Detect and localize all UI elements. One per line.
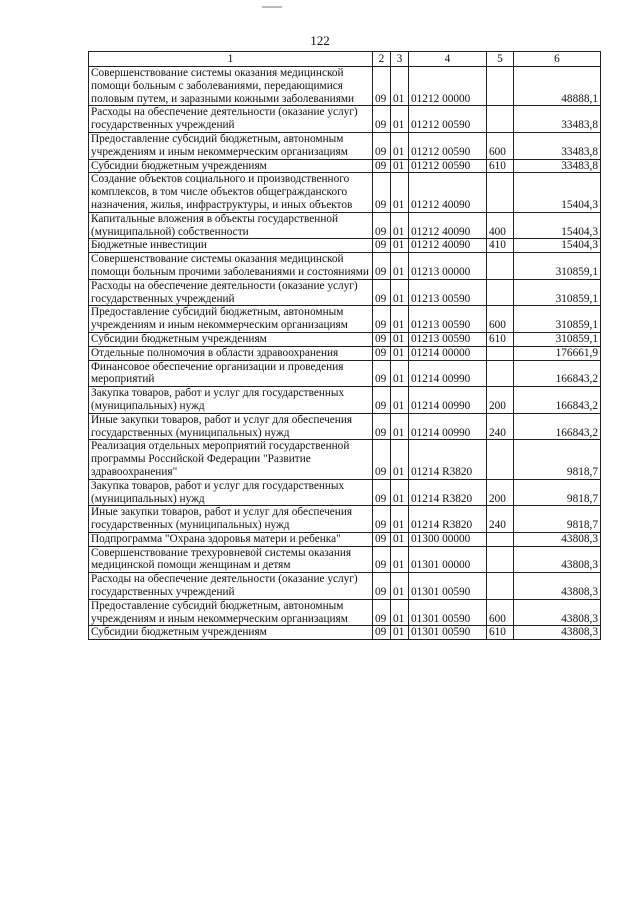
row-name-cell: Финансовое обеспечение организации и проведения мероприятий: [89, 360, 373, 387]
row-name-cell: Закупка товаров, работ и услуг для государственных (муниципальных) нужд: [89, 479, 373, 506]
table-row: [89, 479, 601, 506]
row-section-cell: 09: [373, 626, 391, 640]
row-expense-type-cell: [487, 440, 514, 479]
row-target-article-cell: 01214 R3820: [409, 479, 487, 506]
row-expense-type-cell: [487, 253, 514, 280]
row-section-cell: 09: [373, 239, 391, 253]
row-section-cell: 09: [373, 387, 391, 414]
row-amount-cell: 43808,3: [514, 532, 601, 546]
column-header: 5: [487, 52, 514, 67]
table-row: [89, 546, 601, 573]
row-name-cell: Отдельные полномочия в области здравоохранения: [89, 346, 373, 360]
table-row: [89, 332, 601, 346]
row-section-cell: 09: [373, 346, 391, 360]
table-row: [89, 599, 601, 626]
row-target-article-cell: 01212 00590: [409, 132, 487, 159]
table-row: [89, 212, 601, 239]
row-section-cell: 09: [373, 132, 391, 159]
row-section-cell: 09: [373, 253, 391, 280]
table-row: [89, 360, 601, 387]
row-subsection-cell: 01: [391, 506, 409, 533]
row-expense-type-cell: 240: [487, 413, 514, 440]
row-name-cell: Расходы на обеспечение деятельности (оказание услуг) государственных учреждений: [89, 573, 373, 600]
row-amount-cell: 310859,1: [514, 253, 601, 280]
row-target-article-cell: 01213 00000: [409, 253, 487, 280]
row-target-article-cell: 01214 00000: [409, 346, 487, 360]
row-target-article-cell: 01301 00590: [409, 599, 487, 626]
row-expense-type-cell: [487, 173, 514, 212]
row-name-cell: Предоставление субсидий бюджетным, автономным учреждениям и иным некоммерческим организациям: [89, 599, 373, 626]
row-amount-cell: 15404,3: [514, 173, 601, 212]
row-name-cell: Создание объектов социального и производственного комплексов, в том числе объектов общегражданского назначения, жилья, инфраструктуры, и иных объектов: [89, 173, 373, 212]
row-subsection-cell: 01: [391, 212, 409, 239]
row-amount-cell: 43808,3: [514, 573, 601, 600]
table-row: [89, 346, 601, 360]
row-expense-type-cell: [487, 573, 514, 600]
row-target-article-cell: 01214 R3820: [409, 440, 487, 479]
row-section-cell: 09: [373, 440, 391, 479]
row-expense-type-cell: 600: [487, 599, 514, 626]
table-row: [89, 132, 601, 159]
row-section-cell: 09: [373, 546, 391, 573]
row-subsection-cell: 01: [391, 173, 409, 212]
column-header: 3: [391, 52, 409, 67]
row-section-cell: 09: [373, 159, 391, 173]
row-name-cell: Расходы на обеспечение деятельности (оказание услуг) государственных учреждений: [89, 106, 373, 133]
row-subsection-cell: 01: [391, 279, 409, 306]
row-subsection-cell: 01: [391, 253, 409, 280]
table-row: [89, 387, 601, 414]
table-row: [89, 306, 601, 333]
budget-table: [88, 51, 601, 640]
row-name-cell: Иные закупки товаров, работ и услуг для обеспечения государственных (муниципальных) нужд: [89, 506, 373, 533]
row-expense-type-cell: 400: [487, 212, 514, 239]
row-amount-cell: 9818,7: [514, 440, 601, 479]
table-row: [89, 506, 601, 533]
row-amount-cell: 43808,3: [514, 599, 601, 626]
row-expense-type-cell: 200: [487, 387, 514, 414]
row-amount-cell: 310859,1: [514, 306, 601, 333]
table-row: [89, 413, 601, 440]
row-target-article-cell: 01213 00590: [409, 306, 487, 333]
row-target-article-cell: 01301 00000: [409, 546, 487, 573]
row-subsection-cell: 01: [391, 332, 409, 346]
row-subsection-cell: 01: [391, 479, 409, 506]
row-amount-cell: 33483,8: [514, 159, 601, 173]
table-row: [89, 106, 601, 133]
row-section-cell: 09: [373, 306, 391, 333]
row-section-cell: 09: [373, 599, 391, 626]
row-expense-type-cell: 600: [487, 306, 514, 333]
row-target-article-cell: 01214 00990: [409, 387, 487, 414]
row-expense-type-cell: 610: [487, 332, 514, 346]
page-number: 122: [310, 33, 330, 48]
table-row: [89, 253, 601, 280]
row-amount-cell: 43808,3: [514, 626, 601, 640]
row-target-article-cell: 01213 00590: [409, 332, 487, 346]
row-target-article-cell: 01212 00590: [409, 106, 487, 133]
row-subsection-cell: 01: [391, 67, 409, 106]
row-expense-type-cell: [487, 346, 514, 360]
row-expense-type-cell: 600: [487, 132, 514, 159]
table-row: [89, 573, 601, 600]
row-name-cell: Субсидии бюджетным учреждениям: [89, 332, 373, 346]
table-row: [89, 279, 601, 306]
row-amount-cell: 310859,1: [514, 332, 601, 346]
row-name-cell: Субсидии бюджетным учреждениям: [89, 159, 373, 173]
column-header: 4: [409, 52, 487, 67]
row-name-cell: Закупка товаров, работ и услуг для государственных (муниципальных) нужд: [89, 387, 373, 414]
row-section-cell: 09: [373, 573, 391, 600]
row-expense-type-cell: 610: [487, 159, 514, 173]
row-section-cell: 09: [373, 106, 391, 133]
table-row: [89, 626, 601, 640]
row-amount-cell: 43808,3: [514, 546, 601, 573]
row-name-cell: Совершенствование системы оказания медицинской помощи больным прочими заболеваниями и состояниями: [89, 253, 373, 280]
row-section-cell: 09: [373, 212, 391, 239]
row-expense-type-cell: 610: [487, 626, 514, 640]
table-body: [89, 67, 601, 640]
table-row: [89, 159, 601, 173]
row-subsection-cell: 01: [391, 132, 409, 159]
row-section-cell: 09: [373, 360, 391, 387]
row-amount-cell: 15404,3: [514, 239, 601, 253]
row-name-cell: Предоставление субсидий бюджетным, автономным учреждениям и иным некоммерческим организациям: [89, 306, 373, 333]
row-subsection-cell: 01: [391, 306, 409, 333]
row-target-article-cell: 01214 R3820: [409, 506, 487, 533]
row-section-cell: 09: [373, 506, 391, 533]
row-name-cell: Расходы на обеспечение деятельности (оказание услуг) государственных учреждений: [89, 279, 373, 306]
row-expense-type-cell: [487, 279, 514, 306]
column-header: 6: [514, 52, 601, 67]
row-subsection-cell: 01: [391, 387, 409, 414]
row-target-article-cell: 01213 00590: [409, 279, 487, 306]
row-amount-cell: 9818,7: [514, 479, 601, 506]
row-target-article-cell: 01214 00990: [409, 413, 487, 440]
row-amount-cell: 48888,1: [514, 67, 601, 106]
row-subsection-cell: 01: [391, 413, 409, 440]
row-subsection-cell: 01: [391, 532, 409, 546]
row-amount-cell: 33483,8: [514, 132, 601, 159]
row-target-article-cell: 01212 40090: [409, 239, 487, 253]
row-expense-type-cell: 410: [487, 239, 514, 253]
row-amount-cell: 166843,2: [514, 387, 601, 414]
row-subsection-cell: 01: [391, 546, 409, 573]
row-amount-cell: 166843,2: [514, 413, 601, 440]
row-name-cell: Совершенствование трехуровневой системы оказания медицинской помощи женщинам и детям: [89, 546, 373, 573]
row-amount-cell: 9818,7: [514, 506, 601, 533]
row-name-cell: Субсидии бюджетным учреждениям: [89, 626, 373, 640]
row-target-article-cell: 01212 40090: [409, 212, 487, 239]
row-target-article-cell: 01212 00590: [409, 159, 487, 173]
table-header-row: [89, 52, 601, 67]
row-target-article-cell: 01300 00000: [409, 532, 487, 546]
row-name-cell: Реализация отдельных мероприятий государственной программы Российской Федерации "Развитие здравоохранения": [89, 440, 373, 479]
row-subsection-cell: 01: [391, 159, 409, 173]
row-section-cell: 09: [373, 67, 391, 106]
row-section-cell: 09: [373, 279, 391, 306]
table-row: [89, 440, 601, 479]
row-amount-cell: 176661,9: [514, 346, 601, 360]
row-section-cell: 09: [373, 173, 391, 212]
row-name-cell: Иные закупки товаров, работ и услуг для обеспечения государственных (муниципальных) нужд: [89, 413, 373, 440]
row-target-article-cell: 01212 40090: [409, 173, 487, 212]
row-subsection-cell: 01: [391, 360, 409, 387]
row-name-cell: Предоставление субсидий бюджетным, автономным учреждениям и иным некоммерческим организациям: [89, 132, 373, 159]
row-subsection-cell: 01: [391, 346, 409, 360]
column-header: 2: [373, 52, 391, 67]
row-section-cell: 09: [373, 479, 391, 506]
table-row: [89, 173, 601, 212]
column-header: 1: [89, 52, 373, 67]
row-subsection-cell: 01: [391, 106, 409, 133]
row-name-cell: Совершенствование системы оказания медицинской помощи больным с заболеваниями, передающимися половым путем, и заразными кожными заболеваниями: [89, 67, 373, 106]
row-expense-type-cell: [487, 360, 514, 387]
row-section-cell: 09: [373, 532, 391, 546]
row-name-cell: Подпрограмма "Охрана здоровья матери и ребенка": [89, 532, 373, 546]
row-target-article-cell: 01214 00990: [409, 360, 487, 387]
table-row: [89, 532, 601, 546]
table-row: [89, 67, 601, 106]
row-expense-type-cell: 240: [487, 506, 514, 533]
row-subsection-cell: 01: [391, 573, 409, 600]
row-amount-cell: 15404,3: [514, 212, 601, 239]
row-subsection-cell: 01: [391, 239, 409, 253]
row-target-article-cell: 01301 00590: [409, 573, 487, 600]
row-amount-cell: 166843,2: [514, 360, 601, 387]
row-amount-cell: 33483,8: [514, 106, 601, 133]
table-row: [89, 239, 601, 253]
row-subsection-cell: 01: [391, 440, 409, 479]
scan-artifact: [262, 6, 282, 8]
row-name-cell: Капитальные вложения в объекты государственной (муниципальной) собственности: [89, 212, 373, 239]
row-target-article-cell: 01212 00000: [409, 67, 487, 106]
row-expense-type-cell: 200: [487, 479, 514, 506]
row-section-cell: 09: [373, 413, 391, 440]
row-amount-cell: 310859,1: [514, 279, 601, 306]
row-expense-type-cell: [487, 532, 514, 546]
row-section-cell: 09: [373, 332, 391, 346]
row-subsection-cell: 01: [391, 599, 409, 626]
row-expense-type-cell: [487, 106, 514, 133]
row-expense-type-cell: [487, 546, 514, 573]
row-subsection-cell: 01: [391, 626, 409, 640]
row-name-cell: Бюджетные инвестиции: [89, 239, 373, 253]
row-target-article-cell: 01301 00590: [409, 626, 487, 640]
row-expense-type-cell: [487, 67, 514, 106]
